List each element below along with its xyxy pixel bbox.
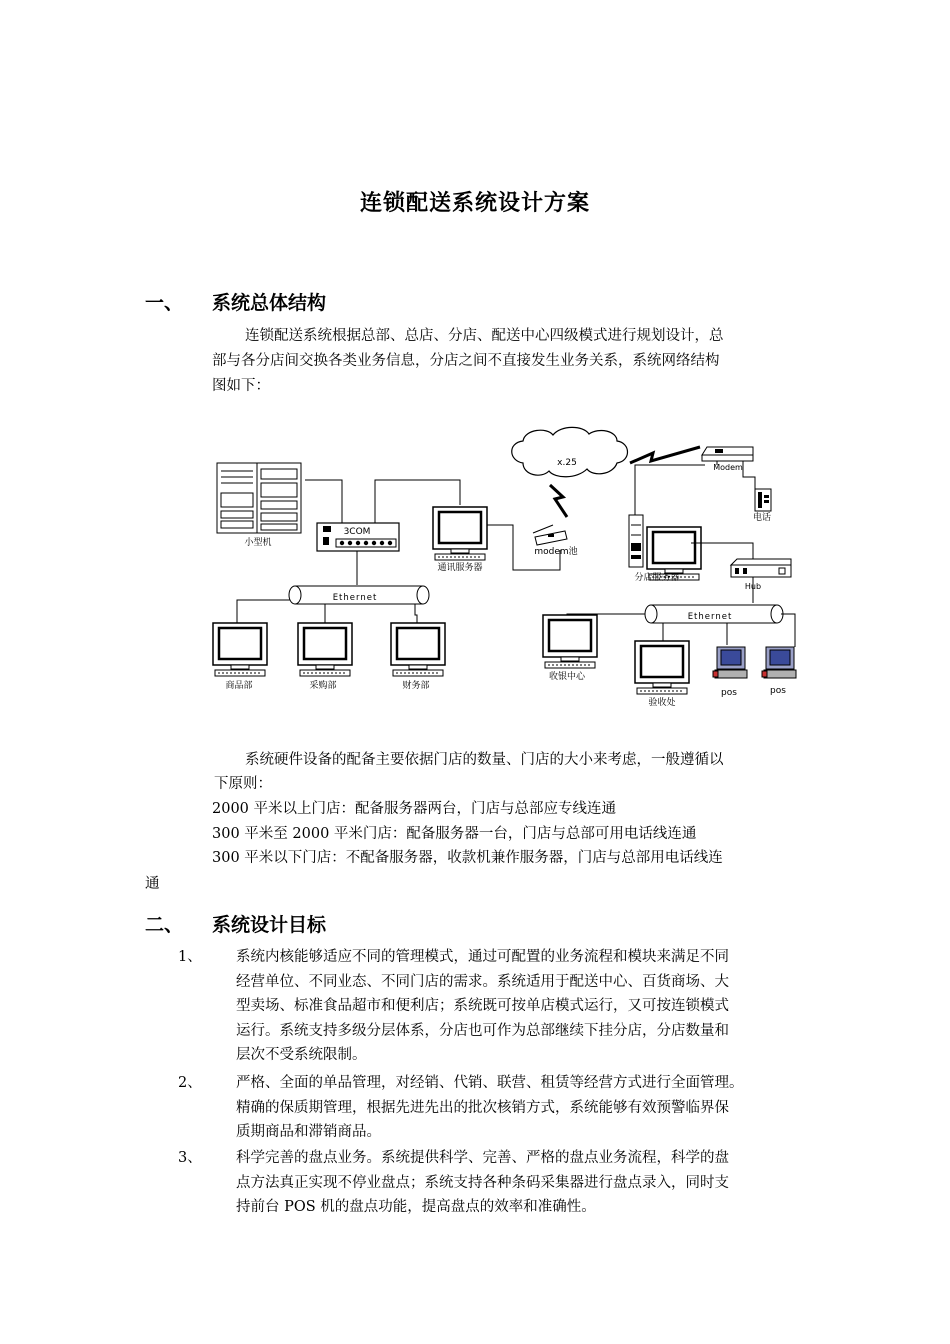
comm-server-label: 通讯服务器	[437, 563, 483, 573]
goal-item-1-text	[236, 945, 808, 1068]
purchase-dept-pc-icon	[298, 623, 352, 676]
purchase-dept-label: 采购部	[309, 681, 337, 691]
cashier-center-label: 收银中心	[548, 672, 586, 682]
intro-line-2: 部与各分店间交换各类业务信息，分店之间不直接发生业务关系，系统网络结构	[212, 353, 720, 369]
hardware-rule-2: 300 平米至 2000 平米门店：配备服务器一台，门店与总部可用电话线连通	[212, 826, 697, 842]
goal-1-line: 层次不受系统限制。	[236, 1047, 367, 1063]
branch-server-label: 分店服务器	[634, 573, 680, 583]
pos-terminal-2-icon	[762, 647, 796, 678]
switch-label: 3COM	[343, 527, 371, 537]
document-title: 连锁配送系统设计方案	[359, 191, 590, 216]
modem-pool-icon	[533, 525, 567, 545]
goal-item-3-number: 3、	[178, 1150, 202, 1166]
intro-line-1: 连锁配送系统根据总部、总店、分店、配送中心四级模式进行规划设计，总	[245, 328, 724, 344]
section-2-number: 二、	[145, 914, 184, 936]
intro-line-3: 图如下：	[212, 378, 270, 394]
hardware-line-1: 系统硬件设备的配备主要依据门店的数量、门店的大小来考虑，一般遵循以	[245, 752, 724, 768]
pos-1-label: pos	[721, 688, 737, 698]
modem-pool-label: modem池	[534, 547, 578, 557]
goods-dept-pc-icon	[213, 623, 267, 676]
hub-icon	[731, 559, 791, 577]
goal-item-2-text	[236, 1071, 808, 1145]
receiving-label: 验收处	[648, 698, 676, 708]
x25-cloud-shape	[512, 427, 628, 476]
goal-item-2-number: 2、	[178, 1075, 202, 1091]
pos-terminal-1-icon	[713, 647, 747, 678]
finance-dept-label: 财务部	[402, 681, 430, 691]
ethernet-left-label: Ethernet	[332, 593, 378, 603]
goal-item-1-number: 1、	[178, 949, 202, 965]
goal-2-line: 精确的保质期管理，根据先进先出的批次核销方式，系统能够有效预警临界保	[236, 1099, 729, 1116]
network-diagram	[205, 425, 805, 725]
section-2-title: 系统设计目标	[212, 914, 327, 936]
minicomputer-label: 小型机	[244, 538, 272, 548]
goal-1-line: 运行。系统支持多级分层体系，分店也可作为总部继续下挂分店，分店数量和	[236, 1022, 729, 1039]
branch-server-icon	[629, 515, 643, 567]
hardware-line-2: 下原则：	[214, 776, 272, 792]
hardware-rule-3: 300 平米以下门店：不配备服务器，收款机兼作服务器，门店与总部用电话线连	[212, 850, 723, 866]
modem-label: Modem	[713, 463, 743, 472]
comm-server-icon	[433, 507, 487, 560]
minicomputer-icon	[217, 463, 301, 533]
section-1-title: 系统总体结构	[212, 292, 327, 314]
ethernet-right-label: Ethernet	[687, 612, 733, 622]
goal-1-line: 型卖场、标准食品超市和便利店；系统既可按单店模式运行，又可按连锁模式	[236, 998, 729, 1014]
receiving-pc-icon	[635, 641, 689, 694]
goal-item-3-text	[236, 1146, 808, 1220]
phone-label: 电话	[752, 513, 772, 523]
cashier-center-pc-icon	[543, 615, 597, 668]
x25-label: x.25	[557, 458, 577, 468]
pos-2-label: pos	[770, 686, 786, 696]
goal-3-line: 持前台 POS 机的盘点功能，提高盘点的效率和准确性。	[236, 1199, 596, 1215]
finance-dept-pc-icon	[391, 623, 445, 676]
goal-3-line: 点方法真正实现不停业盘点；系统支持各种条码采集器进行盘点录入，同时支	[236, 1174, 729, 1191]
goal-2-line: 质期商品和滞销商品。	[236, 1124, 381, 1140]
goal-1-line: 经营单位、不同业态、不同门店的需求。系统适用于配送中心、百货商场、大	[236, 973, 729, 990]
goal-3-line: 科学完善的盘点业务。系统提供科学、完善、严格的盘点业务流程，科学的盘	[236, 1150, 729, 1166]
goal-1-line: 系统内核能够适应不同的管理模式，通过可配置的业务流程和模块来满足不同	[236, 949, 729, 965]
hardware-rule-3-cont: 通	[145, 876, 160, 892]
goods-dept-label: 商品部	[225, 681, 253, 691]
hardware-rule-1: 2000 平米以上门店：配备服务器两台，门店与总部应专线连通	[212, 801, 617, 817]
phone-icon	[755, 489, 771, 511]
section-1-number: 一、	[145, 292, 184, 314]
goal-2-line: 严格、全面的单品管理，对经销、代销、联营、租赁等经营方式进行全面管理。	[236, 1075, 744, 1091]
hub-label: Hub	[744, 582, 762, 591]
